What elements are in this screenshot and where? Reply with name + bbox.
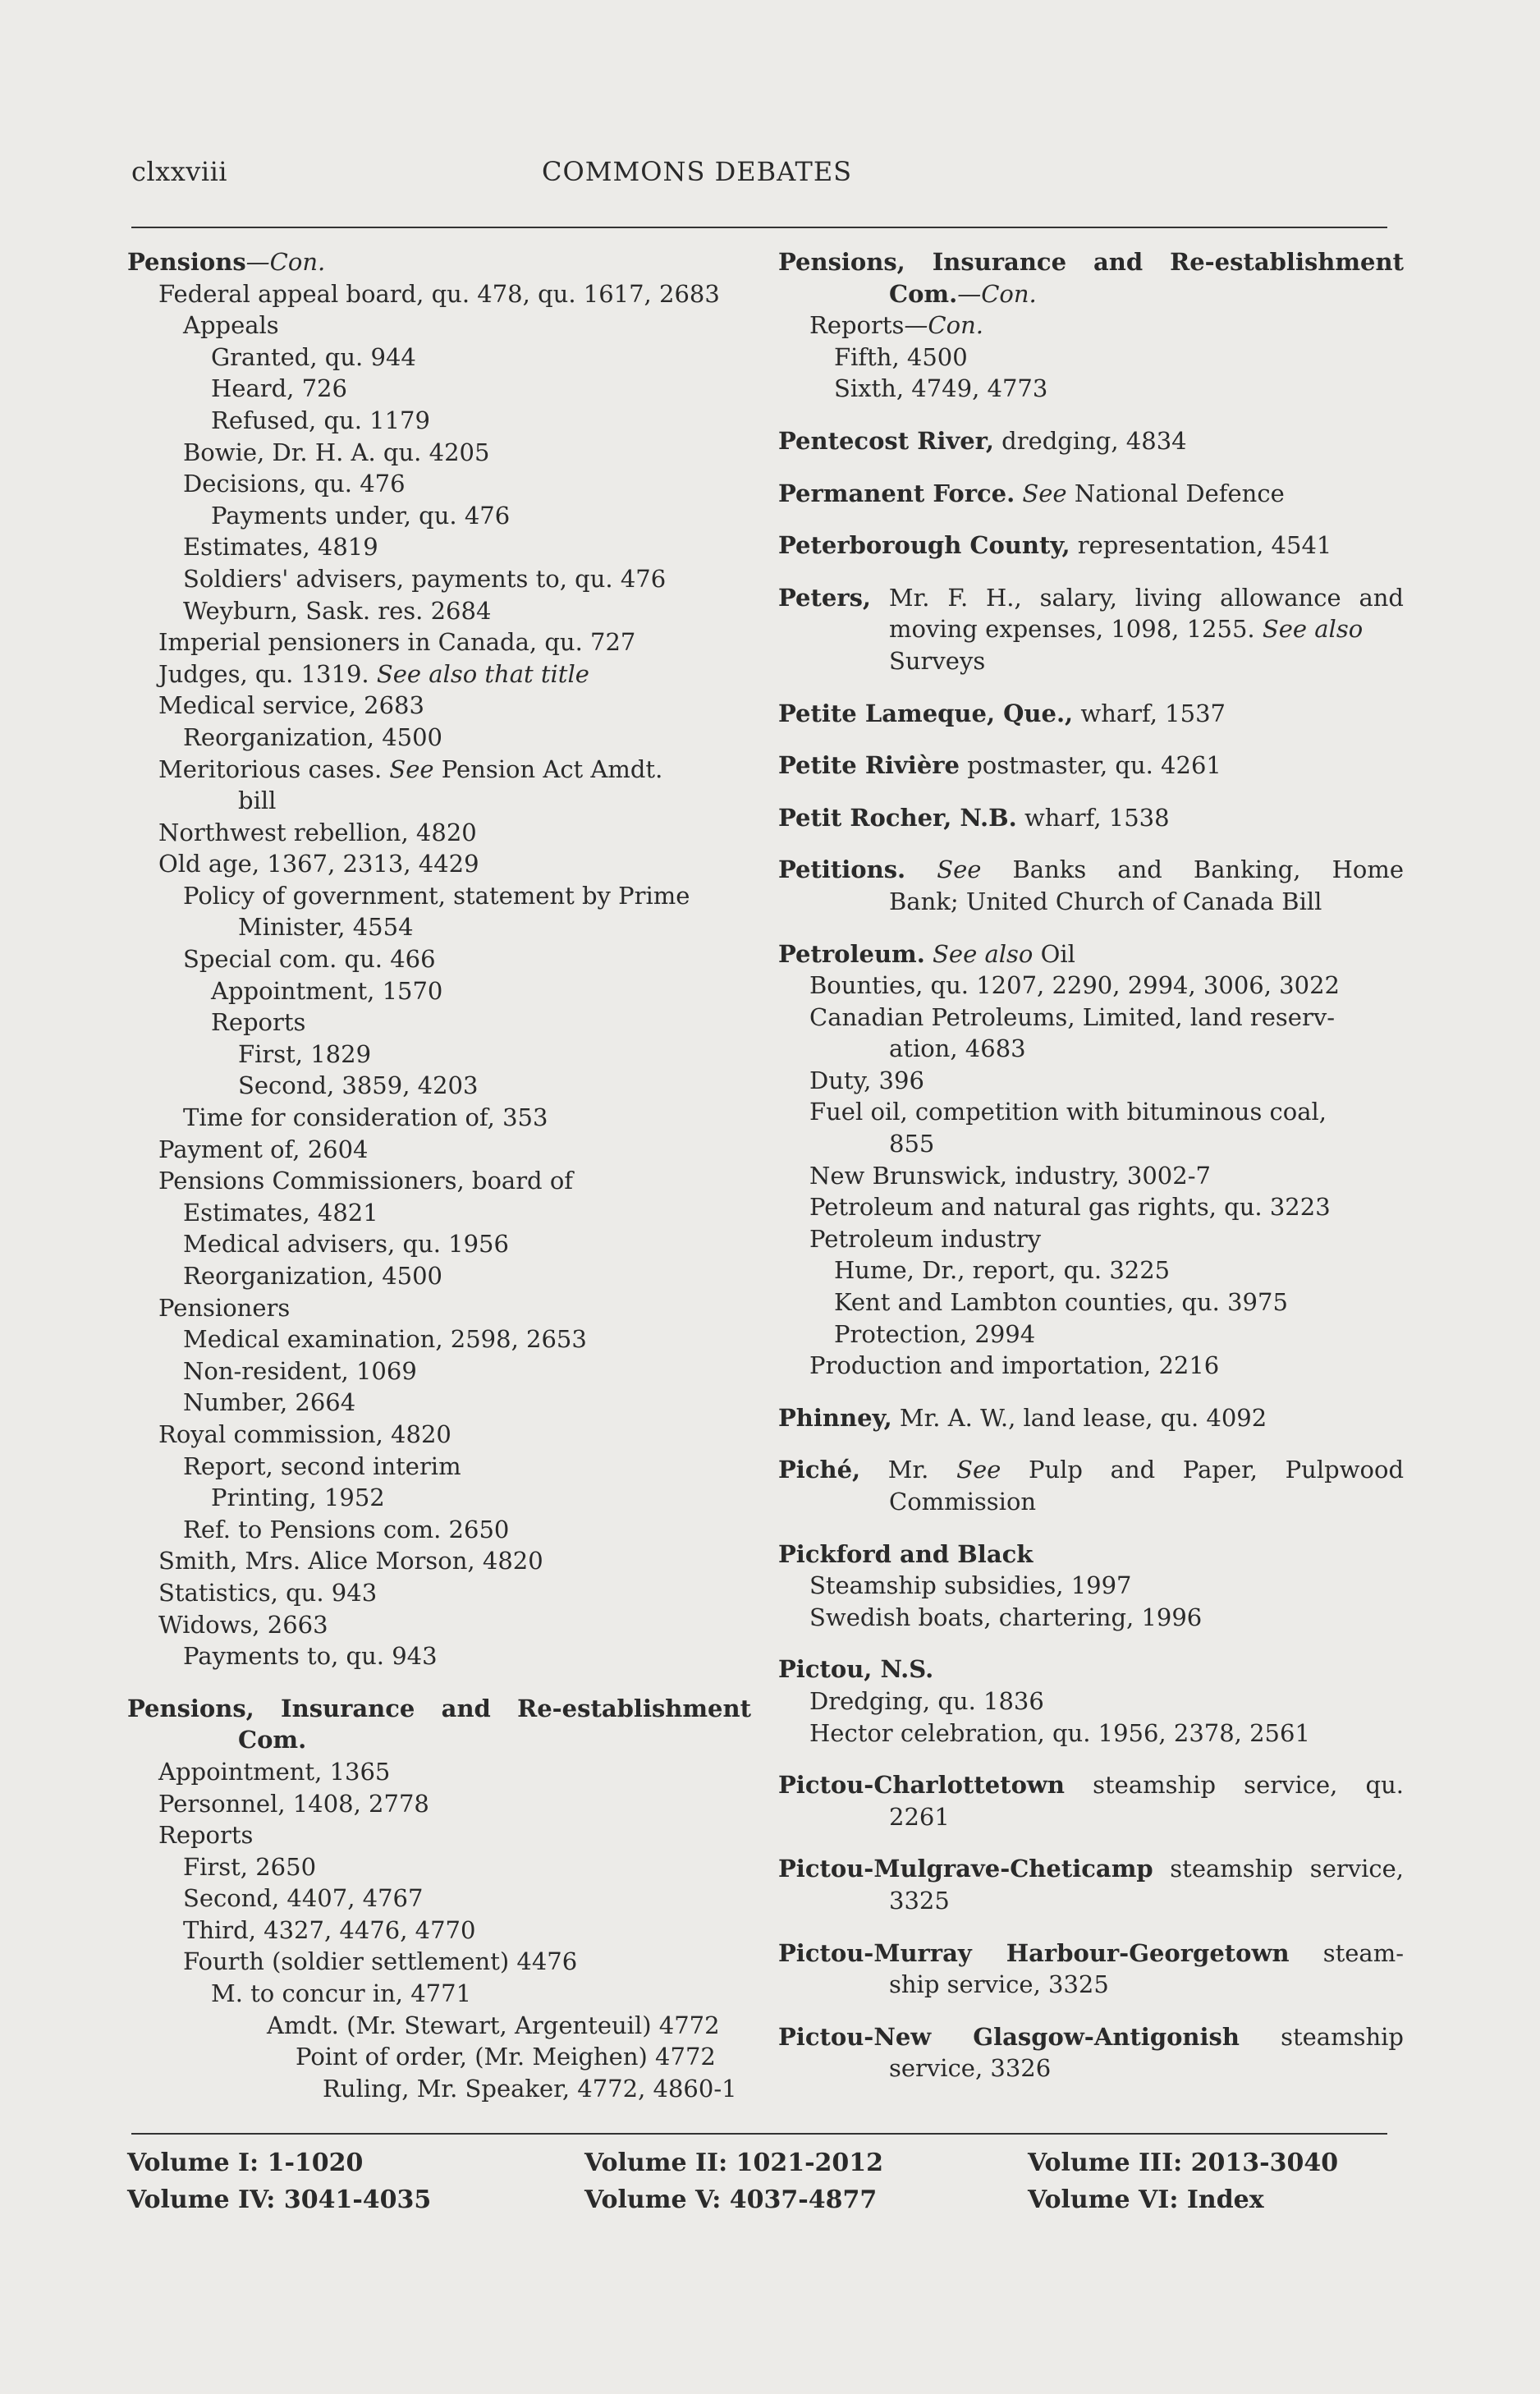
entry-text: Payments to, qu. 943 (183, 1642, 438, 1671)
entry-text: Reports (158, 1821, 254, 1850)
entry-text: Appointment, 1365 (158, 1757, 391, 1786)
index-subentry (127, 342, 751, 374)
entry-text: Mr. (860, 1456, 957, 1484)
index-subentry (127, 1323, 751, 1355)
entry-text: Time for consideration of, 353 (183, 1103, 548, 1132)
index-subentry (127, 1070, 751, 1102)
index-subentry (127, 405, 751, 437)
index-subentry (127, 880, 751, 912)
index-subentry (778, 613, 1404, 645)
italic-reference: See (389, 754, 434, 783)
index-heading (778, 1653, 1404, 1685)
entry-text: Old age, 1367, 2313, 4429 (158, 850, 479, 878)
entry-text: 3325 (889, 1886, 950, 1915)
index-subentry (127, 690, 751, 722)
entry-text: Fourth (soldier settlement) 4476 (183, 1947, 578, 1976)
entry-text: Pulp and Paper, Pulpwood (1001, 1456, 1405, 1484)
entry-text: steamship (1239, 2022, 1404, 2051)
entry-text: Printing, 1952 (211, 1484, 385, 1512)
entry-text: Mr. A. W., land lease, qu. 4092 (891, 1403, 1267, 1432)
index-subentry (127, 1260, 751, 1292)
index-subentry (127, 1978, 751, 2010)
entry-text: National Defence (1066, 479, 1285, 507)
entry-text: ship service, 3325 (889, 1970, 1109, 1999)
index-heading (778, 1402, 1404, 1434)
index-heading (778, 698, 1404, 730)
entry-text: dredging, 4834 (993, 426, 1187, 455)
left-column (127, 246, 751, 2104)
entry-text: Personnel, 1408, 2778 (158, 1789, 429, 1818)
index-subentry (778, 1969, 1404, 2001)
entry-text: Mr. F. H., salary, living allowance and (871, 583, 1404, 612)
entry-text: service, 3326 (889, 2054, 1052, 2083)
index-subentry (127, 817, 751, 849)
heading-text: Petitions. (778, 855, 906, 884)
index-subentry (778, 1350, 1404, 1382)
index-subentry (778, 1718, 1404, 1750)
heading-text: Pensions, Insurance and Re-establishment (778, 248, 1404, 276)
index-subentry (778, 1223, 1404, 1255)
entry-text: Judges, qu. 1319. (158, 659, 377, 688)
entry-text: 855 (889, 1130, 935, 1158)
index-subentry (127, 1577, 751, 1609)
entry-text: wharf, 1538 (1016, 803, 1170, 832)
entry-text: Banks and Banking, Home (981, 855, 1404, 884)
footer-volume-1: Volume I: 1-1020 (127, 2149, 364, 2177)
entry-text: Petroleum industry (809, 1224, 1042, 1253)
entry-text: Payment of, 2604 (158, 1135, 369, 1163)
index-subentry (127, 1514, 751, 1546)
footer-volume-6: Volume VI: Index (1028, 2185, 1264, 2214)
index-heading (778, 854, 1404, 886)
entry-text: Point of order, (Mr. Meighen) 4772 (296, 2043, 716, 2071)
index-subentry (127, 437, 751, 469)
entry-text: Surveys (889, 646, 986, 675)
entry-text: bill (238, 787, 277, 815)
entry-text: moving expenses, 1098, 1255. (889, 615, 1263, 644)
index-heading (778, 2021, 1404, 2053)
entry-text: Medical service, 2683 (158, 691, 424, 720)
index-subentry (778, 373, 1404, 405)
heading-text: Peterborough County, (778, 531, 1070, 560)
entry-text: First, 1829 (238, 1039, 372, 1068)
index-subentry (127, 1640, 751, 1672)
index-subentry (127, 943, 751, 975)
top-rule (131, 227, 1387, 228)
entry-spacer (778, 918, 1404, 938)
index-subentry (127, 373, 751, 405)
heading-text: Pickford and Black (778, 1539, 1034, 1568)
index-subentry (127, 1883, 751, 1915)
index-heading (778, 246, 1404, 278)
entry-text: Medical advisers, qu. 1956 (183, 1230, 509, 1259)
italic-reference: See (956, 1456, 1001, 1484)
entry-text: Pensions Commissioners, board of (158, 1167, 574, 1195)
entry-spacer (778, 1749, 1404, 1769)
heading-text: Phinney, (778, 1403, 892, 1432)
footer-volume-4: Volume IV: 3041-4035 (127, 2185, 432, 2214)
index-subentry (778, 1286, 1404, 1319)
index-subentry (127, 754, 751, 786)
entry-spacer (778, 833, 1404, 854)
entry-text: Hector celebration, qu. 1956, 2378, 2561 (809, 1718, 1310, 1747)
entry-text: Reports (809, 311, 905, 340)
entry-text: Reports (211, 1008, 306, 1037)
entry-text: Estimates, 4821 (183, 1198, 378, 1227)
entry-text: Steamship subsidies, 1997 (809, 1571, 1132, 1600)
entry-text: Ref. to Pensions com. 2650 (183, 1515, 510, 1543)
entry-text: Widows, 2663 (158, 1610, 328, 1639)
entry-text: First, 2650 (183, 1852, 317, 1881)
entry-text: Bank; United Church of Canada Bill (889, 887, 1322, 915)
entry-text: Bowie, Dr. H. A. qu. 4205 (183, 438, 490, 466)
entry-text: New Brunswick, industry, 3002-7 (809, 1161, 1211, 1190)
index-subentry (127, 1419, 751, 1451)
index-subentry (127, 1545, 751, 1577)
index-heading (778, 938, 1404, 970)
heading-text: Pictou-New Glasgow-Antigonish (778, 2022, 1240, 2051)
entry-text: Second, 4407, 4767 (183, 1884, 424, 1913)
entry-text: 2261 (889, 1802, 950, 1831)
index-subentry (778, 1254, 1404, 1286)
entry-spacer (778, 1433, 1404, 1454)
index-subentry (127, 1788, 751, 1820)
index-subentry (127, 1609, 751, 1641)
italic-reference: See also (924, 939, 1034, 968)
entry-text: steam- (1289, 1938, 1404, 1967)
entry-text: Hume, Dr., report, qu. 3225 (834, 1256, 1171, 1285)
index-heading (778, 530, 1404, 562)
entry-text: Third, 4327, 4476, 4770 (183, 1915, 476, 1944)
entry-text: steamship service, (1153, 1855, 1404, 1883)
index-heading (778, 425, 1404, 457)
entry-text: Special com. qu. 466 (183, 945, 436, 974)
footer-volumes-col1 (127, 2144, 431, 2218)
index-subentry (127, 2041, 751, 2073)
index-subentry (127, 1756, 751, 1788)
entry-text: Smith, Mrs. Alice Morson, 4820 (158, 1547, 543, 1575)
heading-text: Permanent Force. (778, 479, 1015, 507)
index-subentry (778, 1801, 1404, 1833)
entry-text: Appointment, 1570 (211, 976, 443, 1005)
index-subentry (127, 626, 751, 658)
index-subentry (127, 1134, 751, 1166)
entry-text: Heard, 726 (211, 374, 347, 403)
index-subentry (127, 500, 751, 532)
entry-text: Minister, 4554 (238, 913, 414, 942)
entry-spacer (778, 509, 1404, 530)
index-subentry (127, 468, 751, 500)
heading-text: Peters, (778, 583, 872, 612)
page-number: clxxviii (131, 156, 228, 187)
entry-spacer (778, 405, 1404, 425)
entry-text: Pension Act Amdt. (433, 754, 663, 783)
index-subentry (127, 1102, 751, 1134)
index-subentry (127, 1165, 751, 1197)
index-subentry (778, 2052, 1404, 2084)
heading-text: Pictou, N.S. (778, 1655, 934, 1684)
index-subentry (127, 1915, 751, 1947)
entry-text: Commission (889, 1488, 1037, 1516)
entry-text: Bounties, qu. 1207, 2290, 2994, 3006, 3022 (809, 971, 1340, 1000)
index-subentry (127, 1355, 751, 1387)
index-subentry (127, 1007, 751, 1039)
index-heading (778, 1853, 1404, 1885)
index-subentry (127, 1228, 751, 1260)
entry-text: representation, 4541 (1070, 531, 1332, 560)
index-subentry (778, 886, 1404, 918)
entry-text: Oil (1033, 939, 1075, 968)
entry-text: Meritorious cases. (158, 754, 390, 783)
entry-text: Soldiers' advisers, payments to, qu. 476 (183, 564, 667, 593)
heading-text: Pensions (127, 248, 246, 276)
italic-reference: See (1015, 479, 1067, 507)
entry-text: Protection, 2994 (834, 1319, 1036, 1348)
entry-spacer (778, 1633, 1404, 1653)
index-subentry (778, 1685, 1404, 1718)
entry-text: Pensioners (158, 1293, 291, 1322)
entry-spacer (778, 677, 1404, 698)
index-subentry (778, 1191, 1404, 1223)
entry-text: Northwest rebellion, 4820 (158, 818, 477, 846)
footer-volumes-col3 (1028, 2144, 1338, 2218)
right-column (778, 246, 1404, 2084)
index-subentry (127, 658, 751, 690)
entry-text: steamship service, qu. (1064, 1771, 1404, 1800)
index-subentry (127, 1946, 751, 1978)
heading-text: Petite Rivière (778, 751, 960, 780)
footer-volume-3: Volume III: 2013-3040 (1028, 2149, 1339, 2177)
entry-text: Second, 3859, 4203 (238, 1071, 479, 1100)
entry-text: Amdt. (Mr. Stewart, Argenteuil) 4772 (267, 2011, 720, 2039)
page-title: COMMONS DEBATES (542, 156, 853, 187)
index-heading (778, 582, 1404, 614)
entry-text: Payments under, qu. 476 (211, 501, 511, 530)
index-subentry (127, 1292, 751, 1324)
index-subentry (778, 1065, 1404, 1097)
heading-text: Pentecost River, (778, 426, 994, 455)
entry-text: Kent and Lambton counties, qu. 3975 (834, 1288, 1288, 1317)
index-subentry (127, 1851, 751, 1883)
italic-reference: —Con. (245, 248, 326, 276)
entry-text: Ruling, Mr. Speaker, 4772, 4860-1 (323, 2074, 737, 2103)
entry-spacer (778, 457, 1404, 478)
index-heading (778, 278, 1404, 310)
heading-text: Pictou-Mulgrave-Cheticamp (778, 1855, 1153, 1883)
heading-text: Petite Lameque, Que., (778, 699, 1074, 727)
entry-spacer (778, 1917, 1404, 1938)
index-subentry (127, 848, 751, 880)
index-heading (778, 1454, 1404, 1486)
entry-spacer (778, 1518, 1404, 1539)
heading-text: Com. (889, 279, 958, 308)
index-heading (778, 1938, 1404, 1970)
index-subentry (127, 1482, 751, 1514)
index-heading (127, 1724, 751, 1756)
entry-text: Royal commission, 4820 (158, 1419, 451, 1448)
entry-spacer (778, 562, 1404, 582)
italic-reference: See also (1262, 615, 1364, 644)
index-heading (778, 802, 1404, 834)
footer-volume-2: Volume II: 1021-2012 (584, 2149, 884, 2177)
heading-text: Petroleum. (778, 939, 925, 968)
entry-text: Production and importation, 2216 (809, 1351, 1220, 1380)
index-subentry (778, 1128, 1404, 1160)
entry-text: Duty, 396 (809, 1066, 924, 1094)
index-subentry (127, 722, 751, 754)
italic-reference: See (905, 855, 982, 884)
entry-text: Refused, qu. 1179 (211, 406, 430, 434)
index-subentry (127, 1451, 751, 1483)
entry-text: Canadian Petroleums, Limited, land reserv- (809, 1002, 1336, 1031)
entry-spacer (778, 1382, 1404, 1402)
italic-reference: See also that title (376, 659, 589, 688)
entry-text: Policy of government, statement by Prime (183, 881, 690, 910)
entry-text: Sixth, 4749, 4773 (834, 374, 1048, 403)
index-subentry (778, 342, 1404, 374)
index-subentry (127, 531, 751, 563)
index-subentry (127, 278, 751, 310)
heading-text: Petit Rocher, N.B. (778, 803, 1017, 832)
index-subentry (127, 1387, 751, 1419)
entry-text: Estimates, 4819 (183, 533, 378, 562)
entry-spacer (778, 729, 1404, 750)
footer-volume-5: Volume V: 4037-4877 (584, 2185, 878, 2214)
index-subentry (127, 1819, 751, 1851)
entry-text: M. to concur in, 4771 (211, 1979, 472, 2008)
heading-text: Pensions, Insurance and Re-establishment (127, 1694, 751, 1722)
index-subentry (778, 310, 1404, 342)
index-subentry (778, 1160, 1404, 1192)
entry-text: Reorganization, 4500 (183, 1262, 442, 1290)
index-subentry (778, 1319, 1404, 1351)
entry-text: Weyburn, Sask. res. 2684 (183, 596, 492, 625)
entry-spacer (127, 1672, 751, 1693)
entry-text: Number, 2664 (183, 1388, 356, 1417)
heading-text: Com. (238, 1726, 307, 1754)
entry-text: Petroleum and natural gas rights, qu. 3223 (809, 1193, 1331, 1222)
index-subentry (778, 1570, 1404, 1602)
entry-spacer (778, 2001, 1404, 2021)
index-heading (127, 1693, 751, 1725)
heading-text: Piché, (778, 1456, 861, 1484)
index-subentry (778, 970, 1404, 1002)
heading-text: Pictou-Murray Harbour-Georgetown (778, 1938, 1290, 1967)
index-subentry (778, 645, 1404, 677)
index-subentry (127, 911, 751, 943)
italic-reference: —Con. (904, 311, 983, 340)
entry-text: Decisions, qu. 476 (183, 470, 406, 498)
index-subentry (778, 1486, 1404, 1518)
entry-text: Dredging, qu. 1836 (809, 1686, 1044, 1715)
index-subentry (778, 1096, 1404, 1128)
entry-text: Fuel oil, competition with bituminous coal, (809, 1098, 1327, 1126)
index-heading (778, 1539, 1404, 1571)
entry-text: postmaster, qu. 4261 (960, 751, 1221, 780)
entry-text: Imperial pensioners in Canada, qu. 727 (158, 628, 636, 657)
index-subentry (127, 1039, 751, 1071)
index-heading (127, 246, 751, 278)
entry-text: Fifth, 4500 (834, 342, 968, 371)
index-subentry (127, 1197, 751, 1229)
entry-text: Statistics, qu. 943 (158, 1578, 378, 1607)
index-heading (778, 478, 1404, 510)
entry-text: Appeals (183, 311, 279, 340)
entry-text: Medical examination, 2598, 2653 (183, 1325, 587, 1354)
heading-text: Pictou-Charlottetown (778, 1771, 1065, 1800)
entry-text: Swedish boats, chartering, 1996 (809, 1603, 1203, 1631)
entry-text: Reorganization, 4500 (183, 722, 442, 751)
footer-volumes-col2 (584, 2144, 883, 2218)
entry-spacer (778, 782, 1404, 802)
entry-text: wharf, 1537 (1073, 699, 1226, 727)
index-heading (778, 750, 1404, 782)
bottom-rule (131, 2133, 1387, 2135)
index-subentry (127, 2073, 751, 2105)
index-subentry (778, 1885, 1404, 1917)
index-subentry (778, 1002, 1404, 1034)
entry-text: Report, second interim (183, 1452, 461, 1480)
entry-text: ation, 4683 (889, 1034, 1026, 1063)
index-subentry (127, 310, 751, 342)
entry-text: Federal appeal board, qu. 478, qu. 1617, 2683 (158, 279, 720, 308)
entry-text: Granted, qu. 944 (211, 342, 416, 371)
index-heading (778, 1769, 1404, 1801)
entry-text: Non-resident, 1069 (183, 1356, 417, 1385)
index-subentry (127, 785, 751, 817)
italic-reference: —Con. (957, 279, 1037, 308)
entry-spacer (778, 1832, 1404, 1853)
index-subentry (127, 595, 751, 627)
index-subentry (127, 975, 751, 1007)
index-subentry (778, 1602, 1404, 1634)
index-subentry (127, 563, 751, 595)
index-subentry (778, 1033, 1404, 1065)
index-subentry (127, 2010, 751, 2042)
